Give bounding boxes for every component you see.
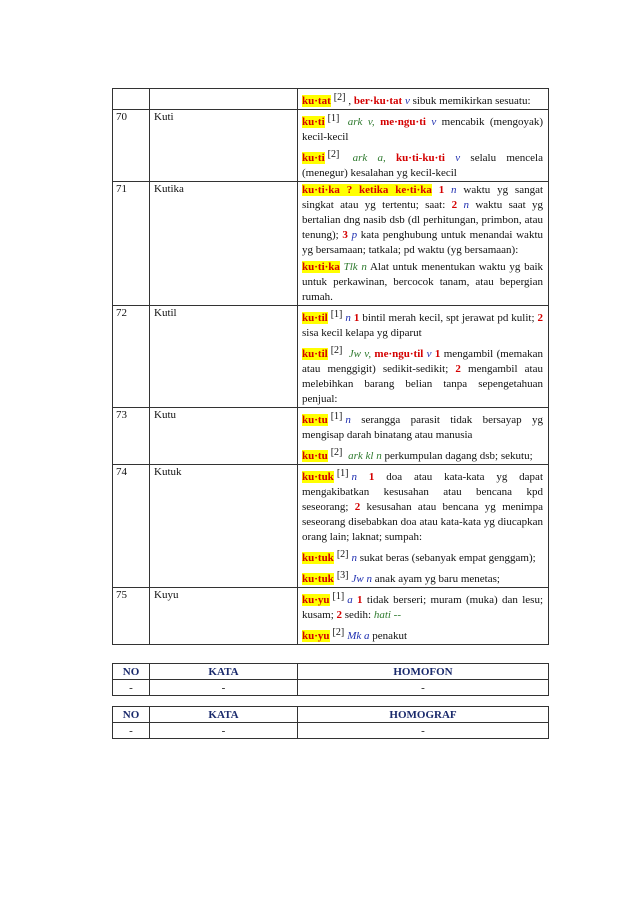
definition-text: v xyxy=(455,152,461,164)
homograf-header-row xyxy=(113,707,549,723)
definition-text xyxy=(432,184,439,196)
headword: ku·ti·ka xyxy=(302,261,340,273)
row-word: Kutu xyxy=(150,408,298,465)
definition-text: ber·ku·tat xyxy=(353,95,403,107)
row-word xyxy=(150,89,298,110)
row-definitions xyxy=(298,465,549,588)
homograf-row xyxy=(113,723,549,739)
definition-text: penakut xyxy=(369,630,408,642)
homonym-index: [2] xyxy=(330,345,343,356)
homonym-index: [1] xyxy=(330,309,343,320)
homonym-index: [2] xyxy=(330,447,343,458)
definition-text: mengambil (memakan atau menggigit) sedikit-sedikit; xyxy=(302,348,543,375)
row-word: Kuyu xyxy=(150,588,298,645)
homograf-header-no: NO xyxy=(113,707,150,723)
definition-text: tidak berseri; muram (muka) dan lesu; kusam; xyxy=(302,594,544,621)
homonym-index: [2] xyxy=(333,92,346,103)
definition-text: n xyxy=(351,552,357,564)
definition-entry xyxy=(302,445,543,464)
headword: ku·tu xyxy=(302,414,328,426)
homograf-header-kata: KATA xyxy=(150,707,298,723)
headword: ku·til xyxy=(302,348,328,360)
homofon-header-title: HOMOFON xyxy=(298,664,549,680)
row-number: 70 xyxy=(113,110,150,182)
row-word: Kutil xyxy=(150,306,298,408)
homofon-kata: - xyxy=(150,680,298,696)
definition-text: perkumpulan dagang dsb; sekutu; xyxy=(381,450,533,462)
definition-text: mengambil atau melebihkan barang belian tanpa sepengetahuan penjual: xyxy=(302,363,543,405)
headword: ku·tuk xyxy=(302,573,334,585)
definition-text: sibuk memikirkan sesuatu: xyxy=(409,95,531,107)
definition-text: bintil merah kecil, spt jerawat pd kulit; xyxy=(359,312,538,324)
definition-text: sedih: xyxy=(342,609,374,621)
definition-entry xyxy=(302,568,543,587)
row-number: 71 xyxy=(113,182,150,306)
table-row xyxy=(113,588,549,645)
definition-text: 2 xyxy=(451,199,458,211)
definition-text: Mk a xyxy=(347,630,370,642)
definition-text: hati -- xyxy=(373,609,402,621)
homofon-header-kata: KATA xyxy=(150,664,298,680)
definition-text: serangga parasit tidak bersayap yg mengisap darah binatang atau manusia xyxy=(302,414,543,441)
definition-text: waktu yg sangat singkat atau yg tertentu; saat: xyxy=(302,184,544,211)
definition-text: Tlk n xyxy=(339,261,367,273)
definition-text: 1 xyxy=(357,594,363,606)
table-row xyxy=(113,306,549,408)
definition-text: 3 xyxy=(342,229,348,241)
row-number: 75 xyxy=(113,588,150,645)
homofon-table xyxy=(112,663,549,696)
homonym-index: [1] xyxy=(330,411,343,422)
definition-text: sukat beras (sebanyak empat genggam); xyxy=(356,552,536,564)
dictionary-table-body xyxy=(113,89,549,645)
definition-text: 2 xyxy=(537,312,544,324)
definition-text: kata penghubung untuk menandai waktu yg bersamaan; tatkala; pd waktu (yg bersamaan): xyxy=(302,229,543,256)
definition-entry xyxy=(302,466,543,545)
homofon-header-row xyxy=(113,664,549,680)
definition-text: Jw n xyxy=(351,573,372,585)
definition-text: 2 xyxy=(354,501,361,513)
definition-text: n xyxy=(345,414,351,426)
definition-entry xyxy=(302,147,543,181)
definition-text: p xyxy=(347,229,358,241)
definition-entry xyxy=(302,547,543,566)
definition-text: n xyxy=(345,312,351,324)
row-number: 72 xyxy=(113,306,150,408)
headword: ku·tu xyxy=(302,450,328,462)
headword: ku·ti·ka ? ketika ke·ti·ka xyxy=(302,184,432,196)
table-row xyxy=(113,89,549,110)
row-definitions xyxy=(298,408,549,465)
headword: ku·til xyxy=(302,312,328,324)
definition-text: ark v, xyxy=(342,116,381,128)
definition-text xyxy=(445,152,455,164)
row-number: 74 xyxy=(113,465,150,588)
row-definitions xyxy=(298,588,549,645)
homograf-table xyxy=(112,706,549,739)
definition-text: ark a, xyxy=(342,152,397,164)
homofon-value: - xyxy=(298,680,549,696)
definition-entry xyxy=(302,90,543,109)
definition-text: me·ngu·til xyxy=(374,348,424,360)
headword: ku·ti xyxy=(302,116,325,128)
homonym-index: [2] xyxy=(327,149,340,160)
definition-text xyxy=(357,471,369,483)
row-definitions xyxy=(298,110,549,182)
definition-entry xyxy=(302,589,543,623)
headword: ku·ti xyxy=(302,152,325,164)
homonym-index: [3] xyxy=(336,570,349,581)
homograf-value: - xyxy=(298,723,549,739)
definition-text: v xyxy=(404,95,410,107)
definition-text: v xyxy=(431,116,437,128)
headword: ku·yu xyxy=(302,594,330,606)
row-definitions xyxy=(298,89,549,110)
headword: ku·tat xyxy=(302,95,331,107)
headword: ku·yu xyxy=(302,630,330,642)
table-row xyxy=(113,465,549,588)
homograf-header-title: HOMOGRAF xyxy=(298,707,549,723)
homograf-no: - xyxy=(113,723,150,739)
definition-text: 1 xyxy=(438,184,445,196)
headword: ku·tuk xyxy=(302,471,334,483)
definition-entry xyxy=(302,111,543,145)
definition-text: a xyxy=(347,594,353,606)
definition-text: kesusahan atau bencana yg menimpa seseorang disebabkan doa atau kata-kata yg diucapkan orang lain; laknat; sumpah: xyxy=(302,501,543,543)
homofon-header-no: NO xyxy=(113,664,150,680)
definition-entry xyxy=(302,307,543,341)
definition-text: selalu mencela (menegur) kesalahan yg kecil-kecil xyxy=(302,152,543,179)
definition-text: 2 xyxy=(336,609,343,621)
row-definitions xyxy=(298,306,549,408)
row-number: 73 xyxy=(113,408,150,465)
dictionary-table xyxy=(112,88,549,645)
definition-text: 2 xyxy=(455,363,461,375)
row-number xyxy=(113,89,150,110)
homofon-no: - xyxy=(113,680,150,696)
definition-entry xyxy=(302,343,543,407)
row-word: Kuti xyxy=(150,110,298,182)
definition-text: me·ngu·ti xyxy=(380,116,426,128)
homonym-index: [1] xyxy=(327,113,340,124)
homonym-index: [2] xyxy=(336,549,349,560)
definition-entry xyxy=(302,183,543,258)
definition-text: mencabik (mengoyak) kecil-kecil xyxy=(302,116,544,143)
table-row xyxy=(113,110,549,182)
headword: ku·tuk xyxy=(302,552,334,564)
table-row xyxy=(113,182,549,306)
definition-text: waktu saat yg bertalian dng nasib dsb (dl perhitungan, primbon, atau tenung); xyxy=(302,199,544,241)
homonym-index: [2] xyxy=(332,627,345,638)
definition-text: Alat untuk menentukan waktu yg baik untuk perkawinan, bercocok tanam, atau bepergian rumah. xyxy=(302,261,544,303)
row-word: Kutika xyxy=(150,182,298,306)
definition-text: anak ayam yg baru menetas; xyxy=(371,573,500,585)
homofon-row xyxy=(113,680,549,696)
definition-text: n xyxy=(351,471,357,483)
definition-text: , xyxy=(348,95,354,107)
homograf-kata: - xyxy=(150,723,298,739)
definition-text: 1 xyxy=(368,471,375,483)
definition-text: ku·ti-ku·ti xyxy=(396,152,445,164)
table-row xyxy=(113,408,549,465)
definition-entry xyxy=(302,260,543,305)
definition-text: 1 xyxy=(434,348,441,360)
definition-text: ark kl n xyxy=(345,450,382,462)
definition-text: sisa kecil kelapa yg diparut xyxy=(302,327,422,339)
definition-text: 1 xyxy=(353,312,360,324)
homonym-index: [1] xyxy=(332,591,345,602)
definition-text: Jw v, xyxy=(345,348,375,360)
row-definitions xyxy=(298,182,549,306)
definition-entry xyxy=(302,409,543,443)
row-word: Kutuk xyxy=(150,465,298,588)
definition-text: doa atau kata-kata yg dapat mengakibatkan kesusahan atau bencana kpd seseorang; xyxy=(302,471,543,513)
homonym-index: [1] xyxy=(336,468,349,479)
definition-entry xyxy=(302,625,543,644)
definition-text: n xyxy=(444,184,457,196)
definition-text: n xyxy=(457,199,469,211)
definition-text: v xyxy=(426,348,432,360)
